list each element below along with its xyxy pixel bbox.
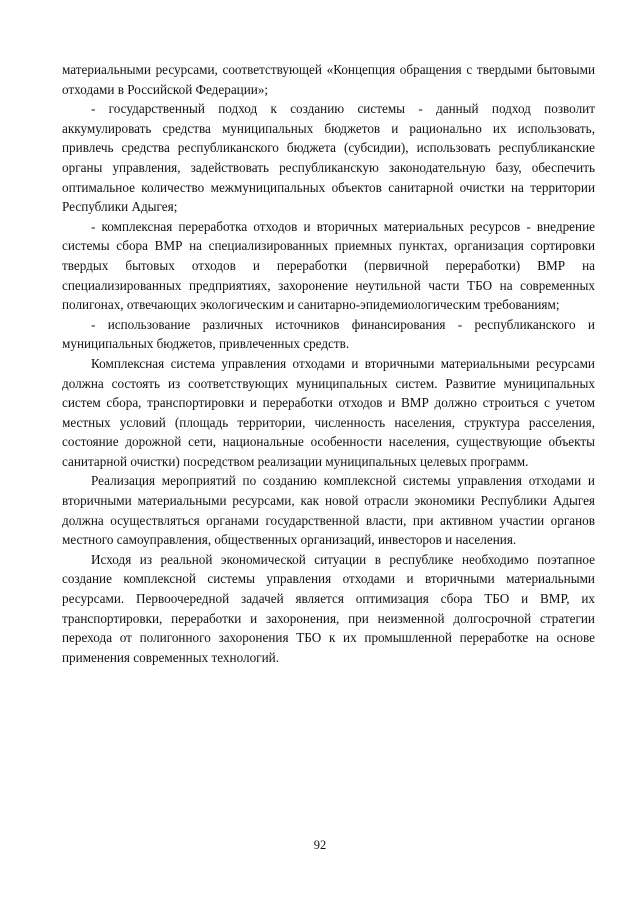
body-text bbox=[62, 60, 595, 667]
paragraph-state-approach: - государственный подход к созданию системы - данный подход позволит аккумулировать средства муниципальных бюджетов и рационально их использовать, привлечь средства республиканского бюджета (субсидии), использовать республиканские органы управления, задействовать республиканскую законодательную базу, обеспечить оптимальное количество межмуниципальных объектов санитарной очистки на территории Республики Адыгея; bbox=[62, 101, 595, 215]
page-number: 92 bbox=[313, 838, 327, 852]
paragraph-economic-situation: Исходя из реальной экономической ситуации в республике необходимо поэтапное создание комплексной системы управления отходами и вторичными материальными ресурсами. Первоочередной задачей является оптимизация сбора ТБО и ВМР, их транспортировки, переработки и захоронения, при неизменной долгосрочной стратегии перехода от полигонного захоронения ТБО к их промышленной переработке на основе применения современных технологий. bbox=[62, 551, 595, 665]
paragraph-implementation: Реализация мероприятий по созданию комплексной системы управления отходами и вторичными материальными ресурсами, как новой отрасли экономики Республики Адыгея должна осуществляться органами государственной власти, при активном участии органов местного самоуправления, общественных организаций, инвесторов и населения. bbox=[62, 473, 595, 548]
paragraph-management-system: Комплексная система управления отходами и вторичными материальными ресурсами должна состоять из соответствующих муниципальных систем. Развитие муниципальных систем сбора, транспортировки и переработки отходов и ВМР должно строиться с учетом местных условий (площадь территории, численность населения, структура расселения, состояние дорожной сети, национальные особенности населения, существующие объекты санитарной очистки) посредством реализации муниципальных целевых программ. bbox=[62, 355, 595, 469]
paragraph-financing-sources: - использование различных источников финансирования - республиканского и муниципальных бюджетов, привлеченных средств. bbox=[62, 316, 595, 352]
paragraph-complex-processing: - комплексная переработка отходов и вторичных материальных ресурсов - внедрение системы сбора ВМР на специализированных приемных пунктах, организация сортировки твердых бытовых отходов и переработки (первичной переработки) ВМР на специализированных предприятиях, захоронение неутильной части ТБО на современных полигонах, отвечающих экологическим и санитарно-эпидемиологическим требованиям; bbox=[62, 218, 595, 313]
paragraph-continuation: материальными ресурсами, соответствующей «Концепция обращения с твердыми бытовыми отходами в Российской Федерации»; bbox=[62, 62, 595, 97]
